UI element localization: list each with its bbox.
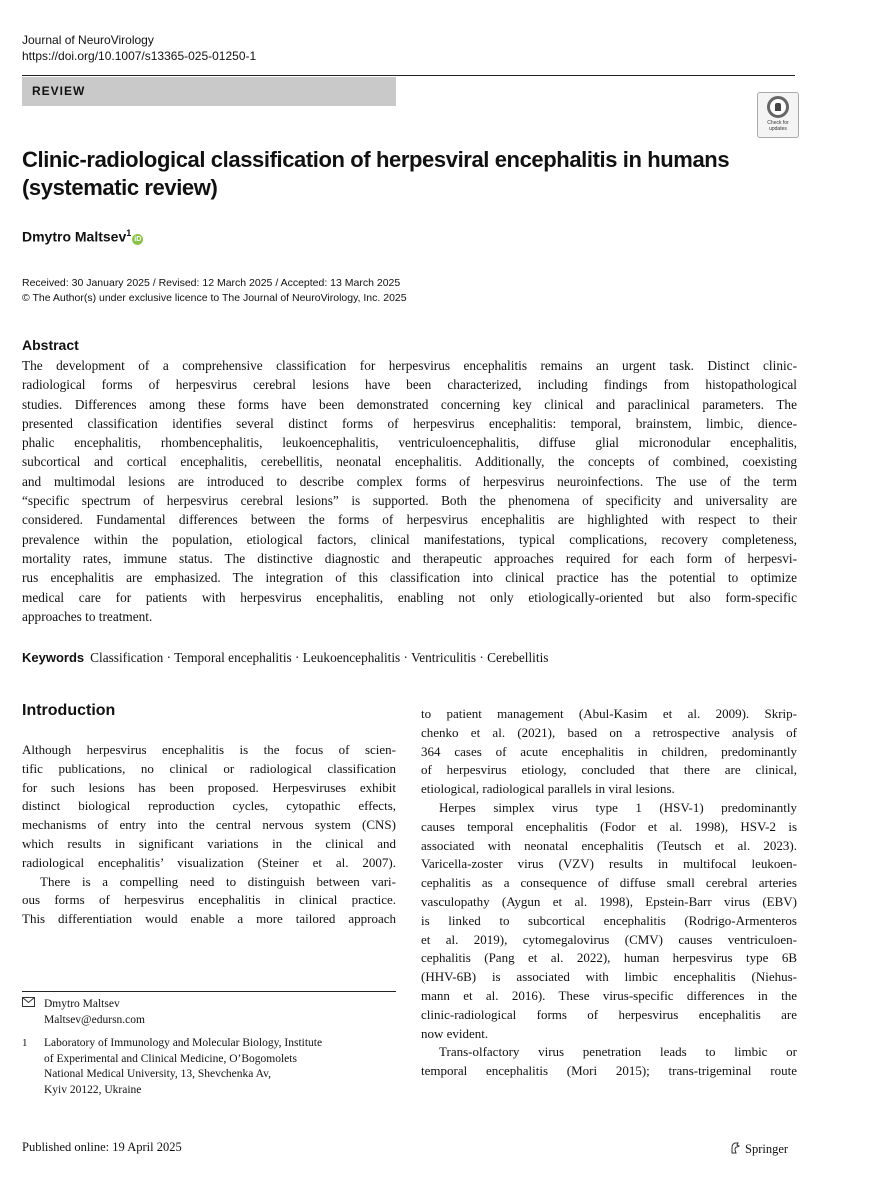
- affiliation-mark: 1: [22, 1037, 28, 1049]
- check-for-updates-label: Check for updates: [767, 120, 789, 132]
- orcid-icon[interactable]: iD: [134, 235, 142, 243]
- correspondence-row: [22, 997, 322, 1028]
- keywords-list: Classification · Temporal encephalitis · Leukoencephalitis · Ventriculitis · Cerebellitis: [90, 650, 549, 665]
- journal-header: [22, 32, 256, 64]
- abstract-line: subcortical and cortical encephalitis, cerebellitis, neonatal encephalitis. Additionally, the concepts of combined, coexisting: [22, 454, 797, 470]
- copyright-line: © The Author(s) under exclusive licence to The Journal of NeuroVirology, Inc. 2025: [22, 292, 407, 304]
- body-line: for such lesions has been proposed. Herpesviruses exhibit: [22, 779, 396, 795]
- publisher-name: Springer: [745, 1142, 789, 1156]
- header-rule: [22, 75, 795, 76]
- section-label-bar: [22, 77, 396, 106]
- title-line: Clinic-radiological classification of herpesviral encephalitis in humans: [22, 147, 730, 172]
- abstract-heading: Abstract: [22, 337, 79, 353]
- check-for-updates-button[interactable]: [757, 92, 799, 138]
- intro-left-column: [22, 741, 396, 929]
- abstract-line: “specific spectrum of herpesvirus cerebral lesions” is supported. Both the phenomena of specificity and universality are: [22, 493, 797, 509]
- affiliation-line: Laboratory of Immunology and Molecular Biology, Institute: [44, 1037, 323, 1049]
- abstract-line: radiological forms of herpesvirus cerebral lesions have been characterized, including findings from histopathological: [22, 377, 797, 393]
- body-line: This differentiation would enable a more tailored approach: [22, 911, 396, 927]
- abstract-line: mortality rates, immune status. The distinctive diagnostic and therapeutic approaches required for each form of herpesvi-: [22, 550, 797, 566]
- journal-doi[interactable]: https://doi.org/10.1007/s13365-025-01250-1: [22, 49, 257, 63]
- abstract-line: prevalence within the population, etiological factors, clinical manifestations, typical complications, recovery completeness,: [22, 531, 797, 547]
- published-online: Published online: 19 April 2025: [22, 1140, 182, 1154]
- abstract-line: presented classification identifies several distinct forms of herpesvirus encephalitis: temporal, brainstem, limbic, dience-: [22, 415, 797, 431]
- body-line: of herpesvirus etiology, concluded that there are clinical,: [421, 762, 797, 778]
- body-line: radiological encephalitis’ visualization (Steiner et al. 2007).: [22, 854, 396, 870]
- body-line: now evident.: [421, 1025, 489, 1041]
- body-line: mann et al. 2016). These virus-specific differences in the: [421, 987, 797, 1003]
- abstract-line: studies. Differences among these forms have been demonstrated concerning key clinical and paraclinical parameters. The: [22, 396, 797, 412]
- keywords-heading: Keywords: [22, 650, 85, 665]
- intro-right-column: [421, 705, 797, 1081]
- body-line: Herpes simplex virus type 1 (HSV-1) predominantly: [439, 799, 797, 815]
- title-line: (systematic review): [22, 175, 218, 200]
- body-line: ous forms of herpesvirus encephalitis in clinical practice.: [22, 892, 396, 908]
- abstract-body: [22, 356, 797, 626]
- affiliation-line: of Experimental and Clinical Medicine, O’Bogomolets: [44, 1052, 297, 1065]
- body-line: distinct biological reproduction cycles, cytopathic effects,: [22, 798, 396, 814]
- correspondence-email[interactable]: Maltsev@edursn.com: [44, 1013, 145, 1026]
- article-dates: [22, 276, 407, 306]
- abstract-line: considered. Fundamental differences between the forms of herpesvirus encephalitis are highlighted with respect to their: [22, 512, 797, 528]
- publisher-logo: [730, 1142, 788, 1157]
- author-line: [22, 228, 143, 245]
- body-line: to patient management (Abul-Kasim et al. 2009). Skrip-: [421, 706, 797, 721]
- article-title: [22, 146, 782, 202]
- abstract-line: phalic encephalitis, rhombencephalitis, leukoencephalitis, ventriculoencephalitis, diffuse glial micronodular encephalitis,: [22, 435, 797, 451]
- body-line: There is a compelling need to distinguish between vari-: [40, 873, 396, 889]
- body-line: Trans-olfactory virus penetration leads to limbic or: [439, 1044, 797, 1060]
- footnotes: [22, 997, 322, 1098]
- body-line: Varicella-zoster virus (VZV) results in multifocal leukoen-: [421, 856, 797, 872]
- affiliation-mark: 1: [126, 228, 132, 238]
- body-line: chenko et al. (2021), based on a retrospective analysis of: [421, 724, 797, 740]
- abstract-line: The development of a comprehensive classification for herpesvirus encephalitis remains an urgent task. Distinct clinic-: [22, 358, 797, 373]
- abstract-line: and multimodal lesions are introduced to describe complex forms of herpesvirus neuroinfections. The use of the term: [22, 473, 797, 489]
- body-line: etiological, radiological parallels in viral lesions.: [421, 781, 675, 797]
- envelope-icon: [22, 997, 35, 1013]
- abstract-line: medical care for patients with herpesvirus encephalitis, enabling not only etiologically-oriented but also form-specific: [22, 589, 797, 605]
- body-line: which results in significant variations in the clinical and: [22, 835, 396, 851]
- body-line: temporal encephalitis (Mori 2015); trans-trigeminal route: [421, 1063, 797, 1079]
- author-name[interactable]: Dmytro Maltsev: [22, 228, 127, 245]
- body-line: cephalitis (Pang et al. 2022), human herpesvirus type 6B: [421, 950, 797, 966]
- affiliation-line: Kyiv 20122, Ukraine: [44, 1083, 142, 1096]
- footnote-rule: [22, 991, 396, 992]
- abstract-line: rus encephalitis are emphasized. The integration of this classification into clinical practice has the potential to optimize: [22, 570, 797, 586]
- history-dates: Received: 30 January 2025 / Revised: 12 March 2025 / Accepted: 13 March 2025: [22, 277, 401, 289]
- body-line: cephalitis as a consequence of diffuse small cerebral arteries: [421, 875, 797, 891]
- body-line: is linked to subcortical encephalitis (Rodrigo-Armenteros: [421, 912, 797, 928]
- section-label: REVIEW: [32, 84, 86, 98]
- body-line: mechanisms of entry into the central nervous system (CNS): [22, 817, 396, 833]
- body-line: tific publications, no clinical or radiological classification: [22, 760, 396, 776]
- body-line: clinic-radiological forms of herpesvirus encephalitis are: [421, 1006, 797, 1022]
- body-line: causes temporal encephalitis (Fodor et al. 1998), HSV-2 is: [421, 818, 797, 834]
- springer-horse-icon: [730, 1142, 741, 1154]
- introduction-heading: Introduction: [22, 702, 116, 719]
- journal-name: Journal of NeuroVirology: [22, 33, 154, 47]
- check-for-updates-icon: [767, 96, 789, 118]
- body-line: vasculopathy (Aygun et al. 1998), Epstein-Barr virus (EBV): [421, 893, 797, 909]
- affiliation-line: National Medical University, 13, Shevchenka Av,: [44, 1068, 271, 1080]
- body-line: 364 cases of acute encephalitis in children, predominantly: [421, 743, 797, 759]
- body-line: Although herpesvirus encephalitis is the focus of scien-: [22, 742, 396, 757]
- affiliation-row: [22, 1036, 322, 1098]
- body-line: associated with neonatal encephalitis (Teutsch et al. 2023).: [421, 837, 797, 853]
- body-line: (HHV-6B) is associated with limbic encephalitis (Niehus-: [421, 969, 797, 985]
- correspondence-name: Dmytro Maltsev: [44, 998, 120, 1010]
- body-line: et al. 2019), cytomegalovirus (CMV) causes ventriculoen-: [421, 931, 797, 947]
- abstract-line: approaches to treatment.: [22, 608, 153, 624]
- keywords: [22, 650, 548, 666]
